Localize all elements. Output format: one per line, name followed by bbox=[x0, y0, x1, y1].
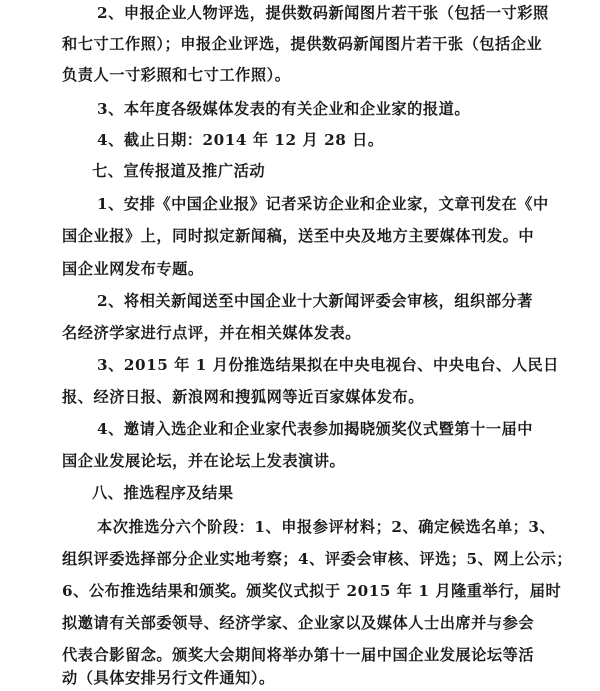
text-line: 4、截止日期：2014 年 12 月 28 日。 bbox=[97, 131, 384, 149]
text-line: 国企业网发布专题。 bbox=[62, 260, 204, 278]
text-line: 组织评委选择部分企业实地考察；4、评委会审核、评选；5、网上公示； bbox=[62, 550, 573, 568]
text-line: 名经济学家进行点评，并在相关媒体发表。 bbox=[62, 324, 362, 342]
text-line: 代表合影留念。颁奖大会期间将举办第十一届中国企业发展论坛等活 bbox=[62, 646, 535, 664]
text-line: 1、安排《中国企业报》记者采访企业和企业家，文章刊发在《中 bbox=[97, 195, 549, 213]
text-line: 本次推选分六个阶段：1、申报参评材料；2、确定候选名单；3、 bbox=[97, 518, 556, 536]
section-heading: 八、推选程序及结果 bbox=[92, 484, 234, 502]
text-line: 和七寸工作照）；申报企业评选，提供数码新闻图片若干张（包括企业 bbox=[62, 35, 543, 53]
text-line: 4、邀请入选企业和企业家代表参加揭晓颁奖仪式暨第十一届中 bbox=[97, 420, 534, 438]
text-line: 国企业发展论坛，并在论坛上发表演讲。 bbox=[62, 452, 346, 470]
text-line: 报、经济日报、新浪网和搜狐网等近百家媒体发布。 bbox=[62, 388, 424, 406]
text-line: 2、将相关新闻送至中国企业十大新闻评委会审核，组织部分著 bbox=[97, 292, 534, 310]
text-line: 2、申报企业人物评选，提供数码新闻图片若干张（包括一寸彩照 bbox=[97, 4, 549, 22]
text-line: 3、2015 年 1 月份推选结果拟在中央电视台、中央电台、人民日 bbox=[97, 356, 559, 374]
text-line: 国企业报》上，同时拟定新闻稿，送至中央及地方主要媒体刊发。中 bbox=[62, 227, 535, 245]
section-heading: 七、宣传报道及推广活动 bbox=[92, 162, 266, 180]
text-line: 3、本年度各级媒体发表的有关企业和企业家的报道。 bbox=[97, 100, 471, 118]
text-line: 负责人一寸彩照和七寸工作照）。 bbox=[62, 66, 291, 84]
text-line: 6、公布推选结果和颁奖。颁奖仪式拟于 2015 年 1 月隆重举行，届时 bbox=[62, 582, 562, 600]
text-line: 拟邀请有关部委领导、经济学家、企业家以及媒体人士出席并与参会 bbox=[62, 614, 535, 632]
text-line: 动（具体安排另行文件通知）。 bbox=[62, 669, 275, 687]
